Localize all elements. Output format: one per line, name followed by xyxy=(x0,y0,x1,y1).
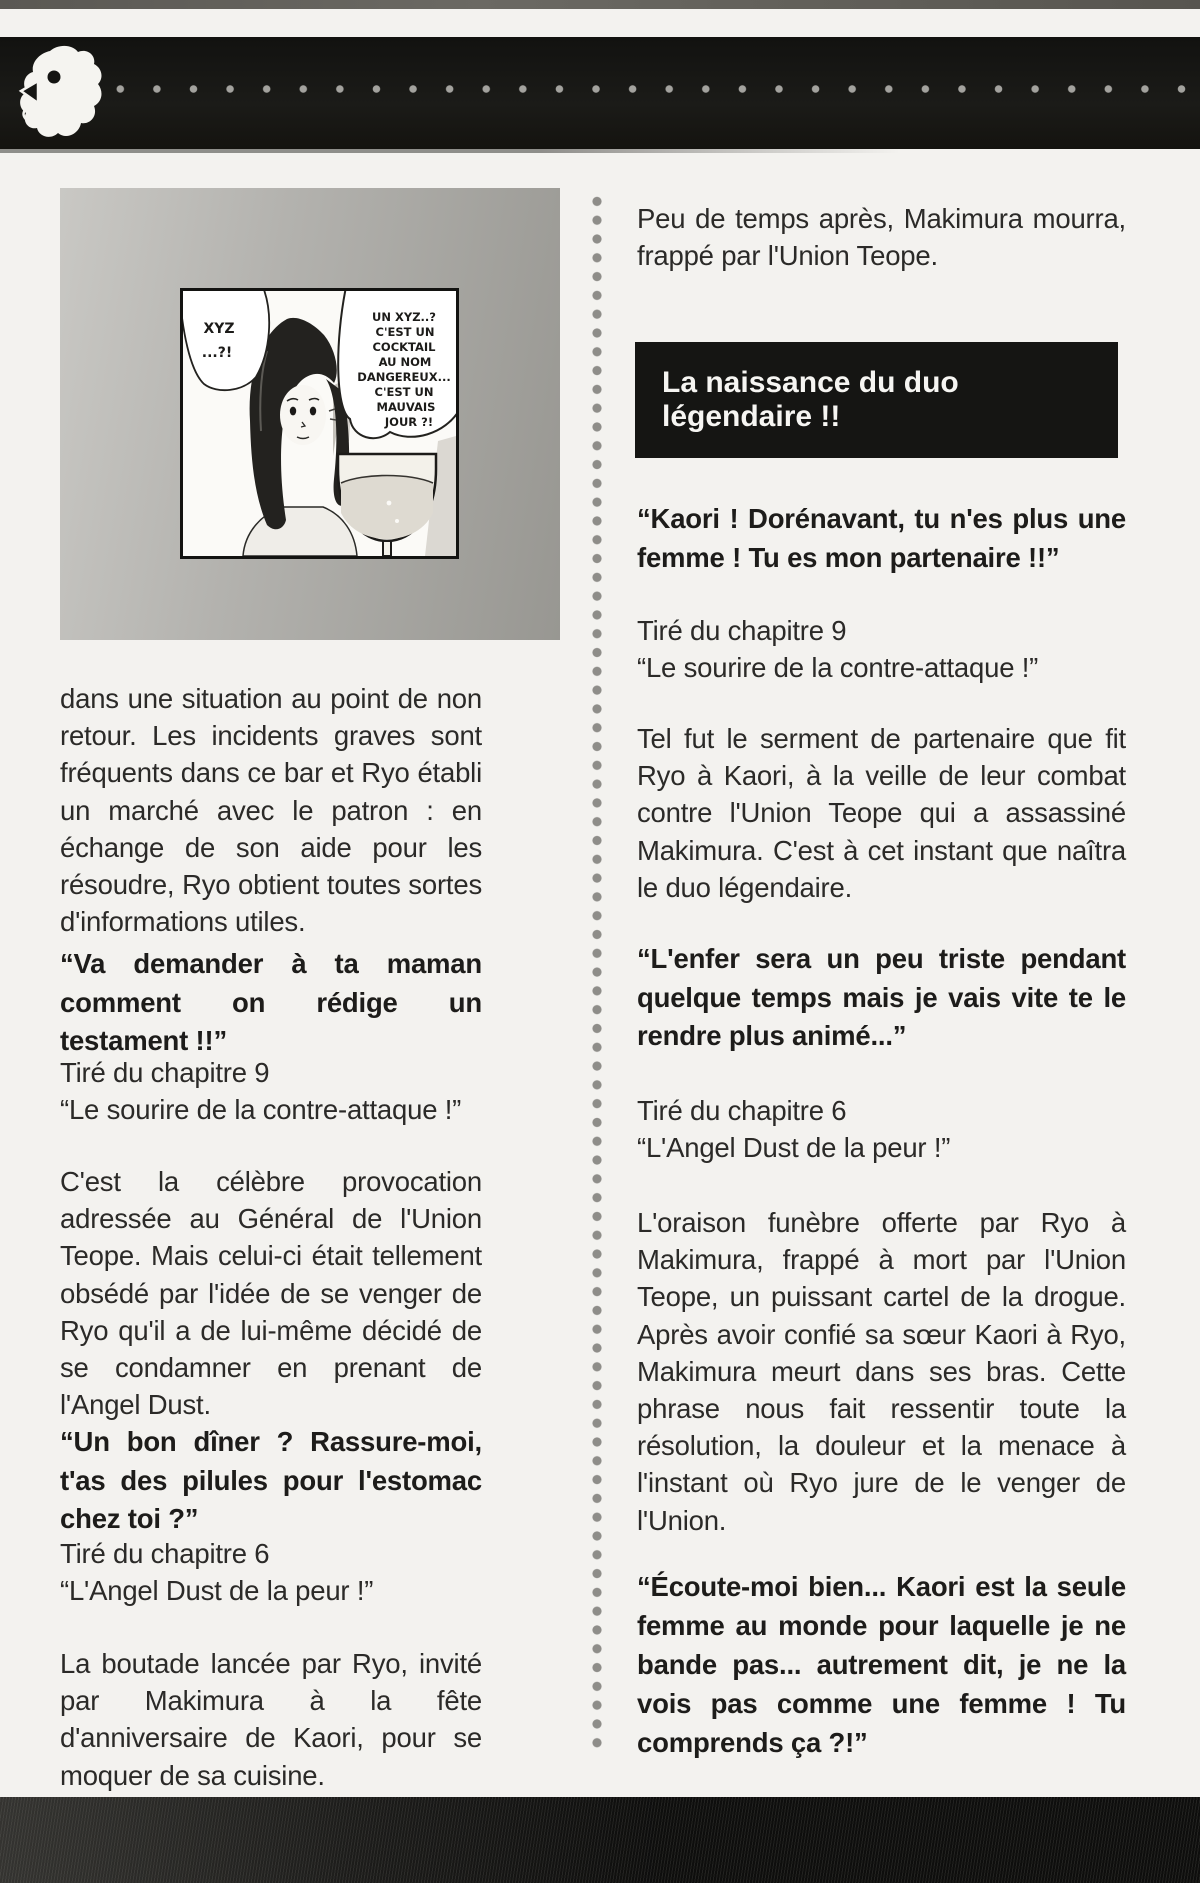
right-source-1 xyxy=(637,612,1126,686)
bubble-right-line: DANGEREUX... xyxy=(357,370,451,384)
left-quote-1: “Va demander à ta maman comment on rédige un testament !!” xyxy=(60,948,482,1057)
source-chapter-line: Tiré du chapitre 6 xyxy=(60,1538,270,1569)
eye xyxy=(290,407,296,416)
manga-panel-image xyxy=(180,288,459,559)
wine-bubble xyxy=(387,501,392,506)
right-quote-2: “L'enfer sera un peu triste pendant quelque temps mais je vais vite te le rendre plus animé...” xyxy=(637,943,1126,1052)
left-paragraph-1: dans une situation au point de non retour. Les incidents graves sont fréquents dans ce bar et Ryo établi un marché avec le patron : en échange de son aide pour les résoudre, Ryo obtient toutes sortes d'informations utiles. xyxy=(60,683,482,938)
left-paragraph-3: La boutade lancée par Ryo, invité par Makimura à la fête d'anniversaire de Kaori, pour se moquer de sa cuisine. xyxy=(60,1648,482,1791)
bird-cloud-mascot-icon xyxy=(18,41,104,145)
bubble-right-line: AU NOM xyxy=(378,355,432,369)
left-source-1 xyxy=(60,1054,482,1128)
bubble-right-line: MAUVAIS xyxy=(376,400,436,414)
right-quote-1: “Kaori ! Dorénavant, tu n'es plus une femme ! Tu es mon partenaire !!” xyxy=(637,503,1126,573)
eye xyxy=(310,407,316,416)
source-title-line: “L'Angel Dust de la peur !” xyxy=(637,1132,951,1164)
source-title-line: “Le sourire de la contre-attaque !” xyxy=(60,1094,462,1126)
header-black-band xyxy=(0,37,1200,149)
bubble-left-line: ...?! xyxy=(201,345,233,361)
bubble-left-line: XYZ xyxy=(203,321,235,337)
source-chapter-line: Tiré du chapitre 9 xyxy=(60,1057,270,1088)
right-intro-paragraph: Peu de temps après, Makimura mourra, frappé par l'Union Teope. xyxy=(637,203,1126,272)
bubble-right-line: COCKTAIL xyxy=(372,340,436,354)
left-source-2 xyxy=(60,1535,482,1609)
source-title-line: “L'Angel Dust de la peur !” xyxy=(60,1575,374,1607)
right-quote-3: “Écoute-moi bien... Kaori est la seule femme au monde pour laquelle je ne bande pas... autrement dit, je ne la vois pas comme une femme ! Tu comprends ça ?!” xyxy=(637,1571,1126,1758)
scan-edge-strip xyxy=(0,0,1200,9)
wine-glass-stem xyxy=(383,541,391,556)
left-quote-2: “Un bon dîner ? Rassure-moi, t'as des pilules pour l'estomac chez toi ?” xyxy=(60,1426,482,1535)
source-title-line: “Le sourire de la contre-attaque !” xyxy=(637,652,1039,684)
bubble-right-line: C'EST UN xyxy=(375,325,435,339)
section-banner xyxy=(635,342,1118,458)
footer-black-band xyxy=(0,1797,1200,1883)
bubble-right-line: JOUR ?! xyxy=(384,415,434,429)
right-source-2 xyxy=(637,1092,1126,1166)
banner-title: La naissance du duo légendaire !! xyxy=(662,366,959,433)
woman-face xyxy=(280,385,326,445)
wine-bubble xyxy=(395,519,399,523)
right-paragraph-1: Tel fut le serment de partenaire que fit Ryo à Kaori, à la veille de leur combat contre l'Union Teope qui a assassiné Makimura. C'est à cet instant que naîtra le duo légendaire. xyxy=(637,723,1126,903)
header-dot-row xyxy=(102,83,1194,95)
manga-artwork xyxy=(183,291,456,556)
right-paragraph-2: L'oraison funèbre offerte par Ryo à Makimura, frappé à mort par l'Union Teope, un puissant cartel de la drogue. Après avoir confié sa sœur Kaori à Ryo, Makimura meurt dans ses bras. Cette phrase nous fait ressentir toute la résolution, la douleur et la menace à l'instant où Ryo jure de le venger de l'Union. xyxy=(637,1207,1126,1536)
bubble-right-line: C'EST UN xyxy=(374,385,434,399)
manga-photo-box xyxy=(60,188,560,640)
source-chapter-line: Tiré du chapitre 9 xyxy=(637,615,847,646)
bubble-right-line: UN XYZ..? xyxy=(372,310,436,324)
vertical-dot-divider xyxy=(591,192,603,1755)
left-paragraph-2: C'est la célèbre provocation adressée au Général de l'Union Teope. Mais celui-ci était tellement obsédé par l'idée de se venger de Ryo qu'il a de lui-même décidé de se condamner en prenant de l'Angel Dust. xyxy=(60,1166,482,1421)
mascot-eye xyxy=(48,71,61,84)
source-chapter-line: Tiré du chapitre 6 xyxy=(637,1095,847,1126)
